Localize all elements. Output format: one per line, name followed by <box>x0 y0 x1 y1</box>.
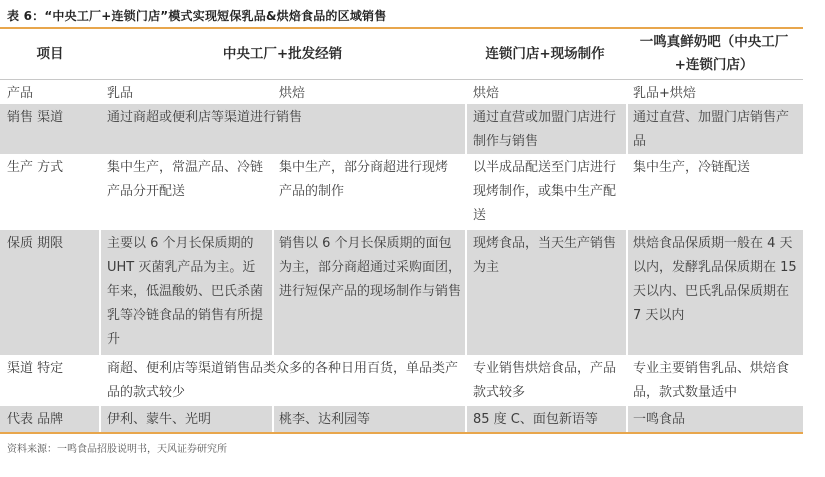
row-shelf-d: 烘焙食品保质期一般在 4 天以内，发酵乳品保质期在 15 天以内、巴氏乳品保质期在 7 天以内 <box>633 236 797 323</box>
row-production-c: 以半成品配送至门店进行现烤制作，或集中生产配送 <box>473 160 617 223</box>
row-shelf-b: 销售以 6 个月长保质期的面包为主，部分商超通过采购面团，进行短保产品的现场制作与销售 <box>279 236 462 299</box>
row-shelf-a: 主要以 6 个月长保质期的 UHT 灭菌乳产品为主。近年来，低温酸奶、巴氏杀菌乳等冷链食品的销售有所提升 <box>107 236 264 347</box>
row-product-d: 乳品+烘焙 <box>633 86 696 101</box>
row-production-label: 生产 方式 <box>7 160 64 175</box>
row-brand-d: 一鸣食品 <box>633 412 686 427</box>
row-channel-d: 通过直营、加盟门店销售产品 <box>633 110 790 149</box>
header-central-factory-wholesale: 中央工厂+批发经销 <box>222 46 343 62</box>
row-production-a: 集中生产，常温产品、冷链产品分开配送 <box>107 160 264 199</box>
row-product-b: 烘焙 <box>279 86 306 101</box>
bottom-rule <box>0 432 803 434</box>
header-chain-store-onsite: 连锁门店+现场制作 <box>485 46 605 62</box>
row-channel-c: 通过直营或加盟门店进行制作与销售 <box>473 110 617 149</box>
row-feature-d: 专业主要销售乳品、烘焙食品，款式数量适中 <box>633 361 790 400</box>
row-feature-label: 渠道 特定 <box>7 361 64 376</box>
row-production-b: 集中生产，部分商超进行现烤产品的制作 <box>279 160 449 199</box>
row-feature-ab: 商超、便利店等渠道销售品类众多的各种日用百货，单品类产品的款式较少 <box>107 361 459 400</box>
row-production-d: 集中生产，冷链配送 <box>633 160 751 175</box>
row-product-a: 乳品 <box>107 86 134 101</box>
header-item: 项目 <box>36 46 64 62</box>
row-shelf-label: 保质 期限 <box>7 236 64 251</box>
row-brand-b: 桃李、达利园等 <box>279 412 371 427</box>
source-note: 资料来源：一鸣食品招股说明书，天风证券研究所 <box>7 444 227 455</box>
row-channel-label: 销售 渠道 <box>7 110 64 125</box>
row-brand-label: 代表 品牌 <box>7 412 64 427</box>
row-brand-c: 85 度 C、面包新语等 <box>473 412 598 427</box>
row-product-c: 烘焙 <box>473 86 500 101</box>
row-brand-a: 伊利、蒙牛、光明 <box>107 412 212 427</box>
row-shelf-c: 现烤食品，当天生产销售为主 <box>473 236 617 275</box>
row-channel-ab: 通过商超或便利店等渠道进行销售 <box>107 110 303 125</box>
header-yiming-milk-bar: 一鸣真鲜奶吧（中央工厂+连锁门店） <box>639 34 789 73</box>
table-title: 表 6：“中央工厂+连锁门店”模式实现短保乳品&烘焙食品的区域销售 <box>7 9 387 23</box>
row-product-label: 产品 <box>7 86 34 101</box>
row-feature-c: 专业销售烘焙食品，产品款式较多 <box>473 361 617 400</box>
